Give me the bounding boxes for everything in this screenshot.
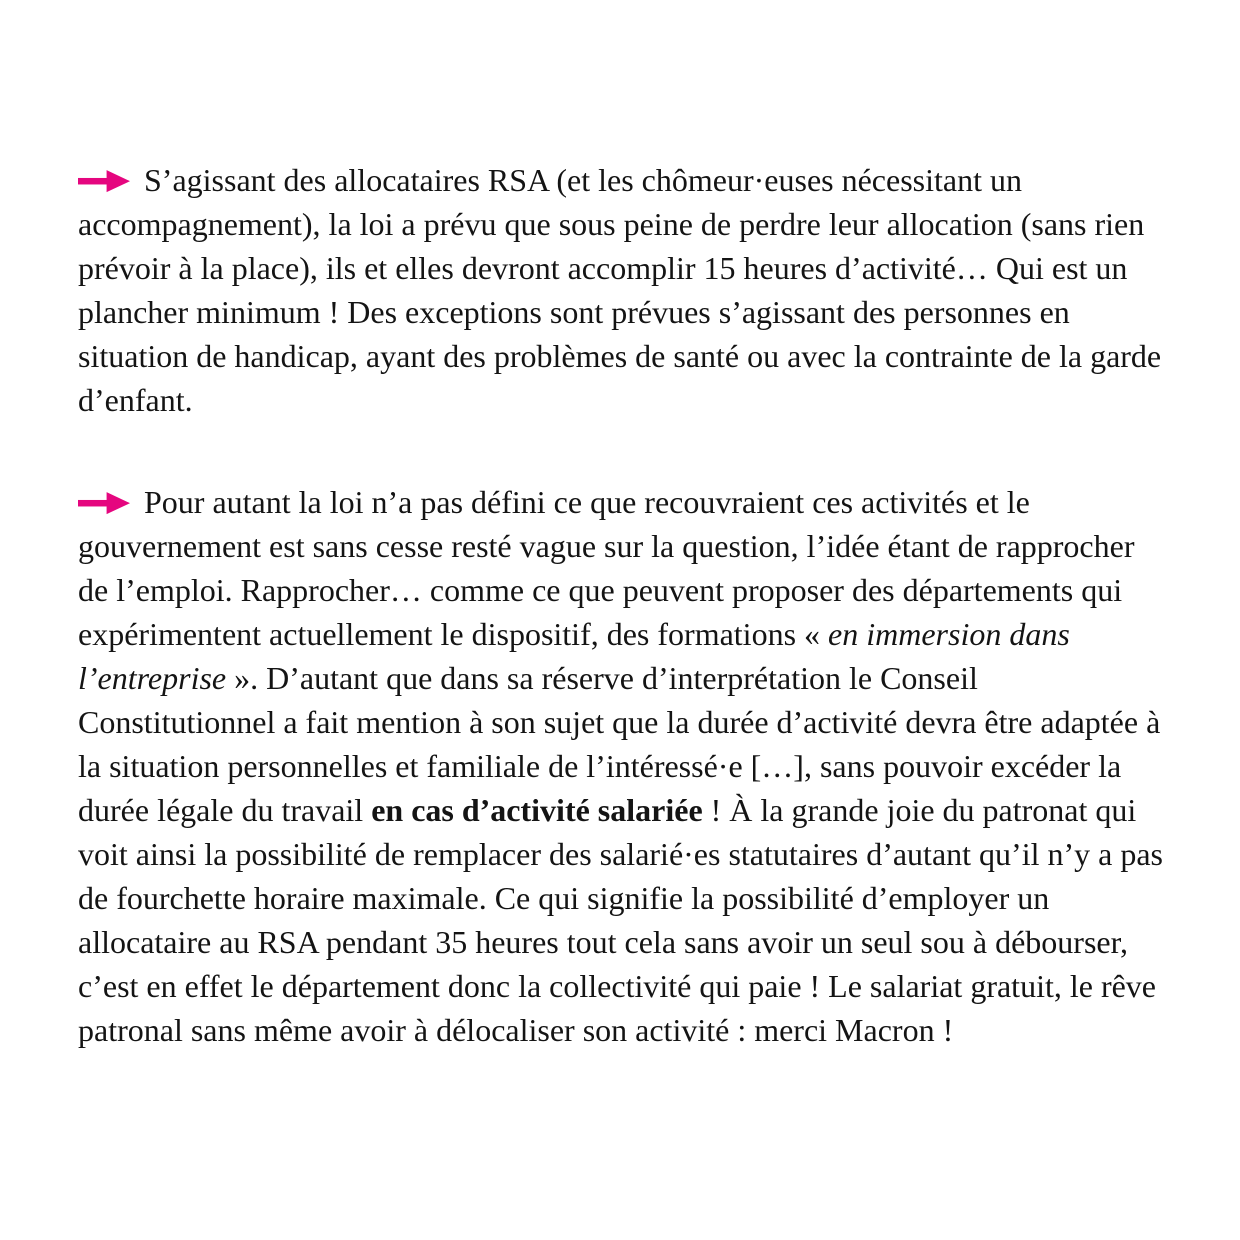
text-segment: Pour autant la loi n’a pas défini ce que recouvraient ces activités et le gouvernement est sans cesse resté vague sur la question, l’idée étant de rapprocher de l’emploi. Rapprocher… comme ce que peuvent proposer des départements qui expérimentent actuellement le dispositif, des formations « [78,484,1135,652]
text-segment: en cas d’activité salariée [371,792,703,828]
paragraph [78,480,1170,1052]
paragraph-text [78,484,1163,1048]
text-segment: S’agissant des allocataires RSA (et les chômeur·euses nécessitant un accompagnement), la loi a prévu que sous peine de perdre leur allocation (sans rien prévoir à la place), ils et elles devront accomplir 15 heures d’activité… Qui est un plancher minimum ! Des exceptions sont prévues s’agissant des personnes en situation de handicap, ayant des problèmes de santé ou avec la contrainte de la garde d’enfant. [78,162,1162,418]
paragraph [78,158,1170,422]
arrow-right-icon [78,490,130,516]
arrow-right-icon [78,168,130,194]
text-segment: ! À la grande joie du patronat qui voit ainsi la possibilité de remplacer des salarié·es statutaires d’autant qu’il n’y a pas de fourchette horaire maximale. Ce qui signifie la possibilité d’employer un allocataire au RSA pendant 35 heures tout cela sans avoir un seul sou à débourser, c’est en effet le département donc la collectivité qui paie ! Le salariat gratuit, le rêve patronal sans même avoir à délocaliser son activité : merci Macron ! [78,792,1163,1048]
text-segment: ». D’autant que dans sa réserve d’interprétation le Conseil Constitutionnel a fait mention à son sujet que la durée d’activité devra être adaptée à la situation personnelles et familiale de l’intéressé·e […], sans pouvoir excéder la durée légale du travail [78,660,1161,828]
document-body [78,158,1170,1052]
text-segment: en immersion dans l’entreprise [78,616,1070,696]
paragraph-text [78,162,1161,418]
